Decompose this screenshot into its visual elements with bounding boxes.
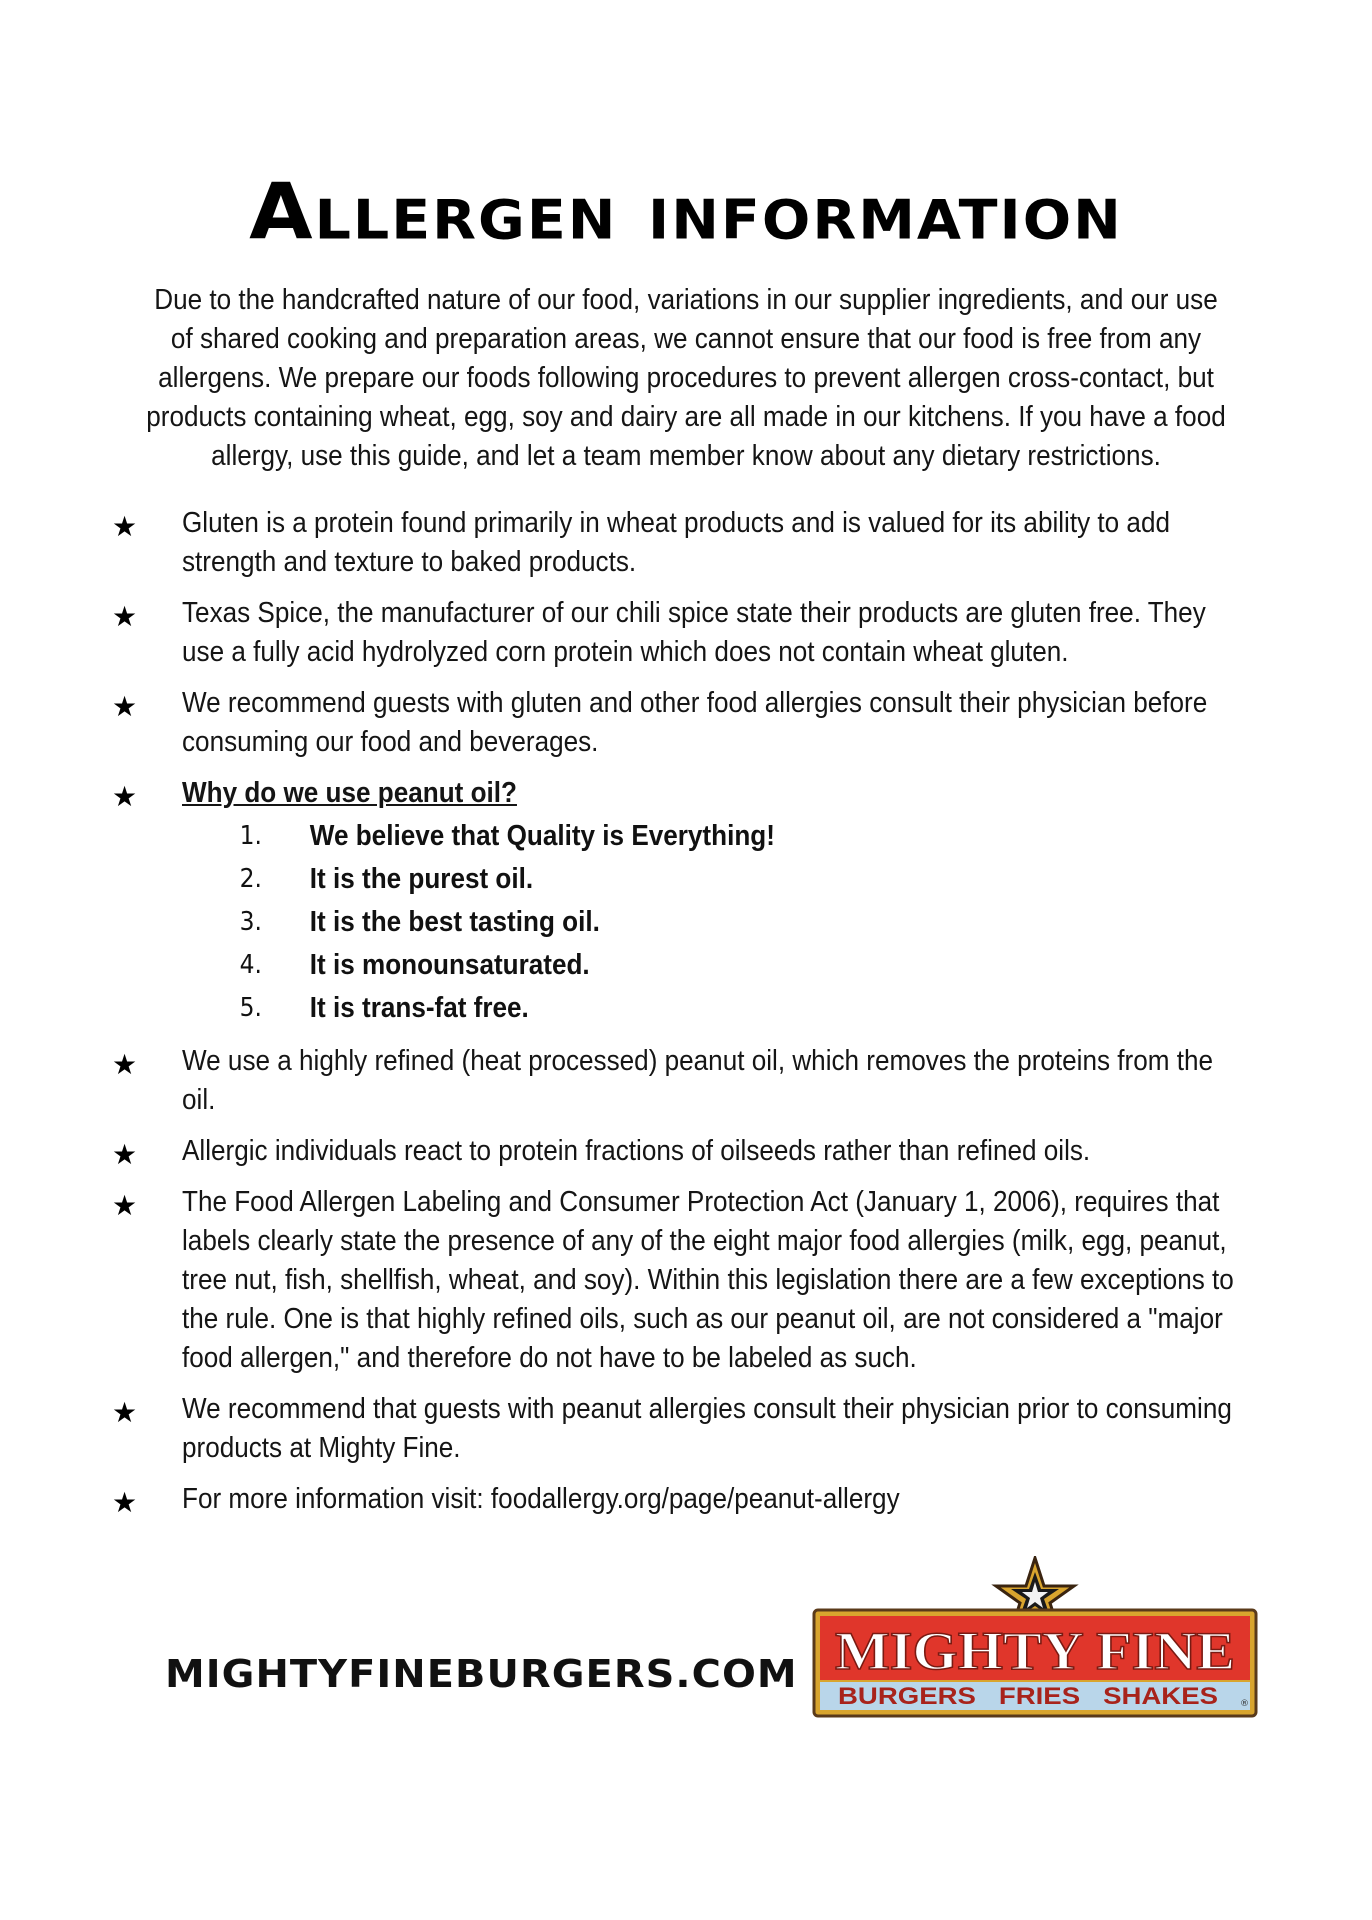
logo-tagline-text: BURGERS FRIES SHAKES: [838, 1683, 1218, 1710]
bullet-text: The Food Allergen Labeling and Consumer Protection Act (January 1, 2006), requires that labels clearly state the presence of any of the eight major food allergies (milk, egg, peanut, tree nut, fish, shellfish, wheat, and soy). Within this legislation there are a few exceptions to the rule. One is that highly refined oils, such as our peanut oil, are not considered a "major food allergen," and therefore do not have to be labeled as such.: [182, 1186, 1234, 1374]
mighty-fine-logo: [812, 1556, 1258, 1718]
logo-brand-text: MIGHTY FINE: [835, 1621, 1235, 1681]
star-bullet-icon: ★: [112, 510, 138, 543]
allergen-bullet-list: [108, 504, 1288, 1531]
reason-text: It is monounsaturated.: [309, 949, 590, 981]
star-bullet-icon: ★: [112, 1138, 138, 1171]
bullet-text: Gluten is a protein found primarily in wheat products and is valued for its ability to add strength and texture to baked products.: [182, 507, 1170, 578]
peanut-oil-reasons: [182, 815, 1240, 1030]
reason-item: [182, 944, 1240, 987]
list-item-peanut-oil: [108, 774, 1288, 1030]
peanut-oil-section: [182, 774, 1240, 1030]
peanut-oil-heading: Why do we use peanut oil?: [182, 777, 517, 809]
bullet-text: Allergic individuals react to protein fractions of oilseeds rather than refined oils.: [182, 1135, 1091, 1167]
more-info-text: For more information visit: foodallergy.org/page/peanut-allergy: [182, 1483, 900, 1515]
list-item-texas-spice: [108, 594, 1288, 672]
page-title: Allergen information: [249, 167, 1123, 258]
reason-text: We believe that Quality is Everything!: [309, 820, 775, 852]
reason-item: [182, 901, 1240, 944]
reason-number: 3.: [239, 907, 262, 937]
list-item-refined-oil: [108, 1042, 1288, 1120]
star-bullet-icon: ★: [112, 780, 138, 813]
reason-text: It is the best tasting oil.: [309, 906, 600, 938]
reason-number: 2.: [239, 864, 262, 894]
reason-item: [182, 815, 1240, 858]
bullet-text: Texas Spice, the manufacturer of our chili spice state their products are gluten free. They use a fully acid hydrolyzed corn protein which does not contain wheat gluten.: [182, 597, 1206, 668]
star-bullet-icon: ★: [112, 1048, 138, 1081]
bullet-text: We use a highly refined (heat processed) peanut oil, which removes the proteins from the oil.: [182, 1045, 1214, 1116]
registered-mark: ®: [1240, 1699, 1249, 1709]
list-item-gluten: [108, 504, 1288, 582]
website-url: MIGHTYFINEBURGERS.COM: [165, 1652, 798, 1696]
star-bullet-icon: ★: [112, 1486, 138, 1519]
reason-text: It is trans-fat free.: [309, 992, 529, 1024]
reason-number: 4.: [239, 950, 262, 980]
star-bullet-icon: ★: [112, 690, 138, 723]
star-bullet-icon: ★: [112, 600, 138, 633]
reason-number: 1.: [239, 821, 262, 851]
bullet-text: We recommend guests with gluten and other food allergies consult their physician before consuming our food and beverages.: [182, 687, 1208, 758]
reason-item: [182, 858, 1240, 901]
intro-paragraph: Due to the handcrafted nature of our food, variations in our supplier ingredients, and our use of shared cooking and preparation areas, we cannot ensure that our food is free from any allergens. We prepare our foods following procedures to prevent allergen cross-contact, but products containing wheat, egg, soy and dairy are all made in our kitchens. If you have a food allergy, use this guide, and let a team member know about any dietary restrictions.: [146, 284, 1226, 472]
list-item-recommend-peanut: [108, 1390, 1288, 1468]
reason-text: It is the purest oil.: [309, 863, 534, 895]
star-bullet-icon: ★: [112, 1396, 138, 1429]
bullet-text: We recommend that guests with peanut allergies consult their physician prior to consuming products at Mighty Fine.: [182, 1393, 1232, 1464]
list-item-allergic-individuals: [108, 1132, 1288, 1171]
star-bullet-icon: ★: [112, 1189, 138, 1222]
list-item-recommend-gluten: [108, 684, 1288, 762]
reason-number: 5.: [239, 993, 262, 1023]
list-item-falcpa: [108, 1183, 1288, 1378]
list-item-more-info: [108, 1480, 1288, 1519]
reason-item: [182, 987, 1240, 1030]
